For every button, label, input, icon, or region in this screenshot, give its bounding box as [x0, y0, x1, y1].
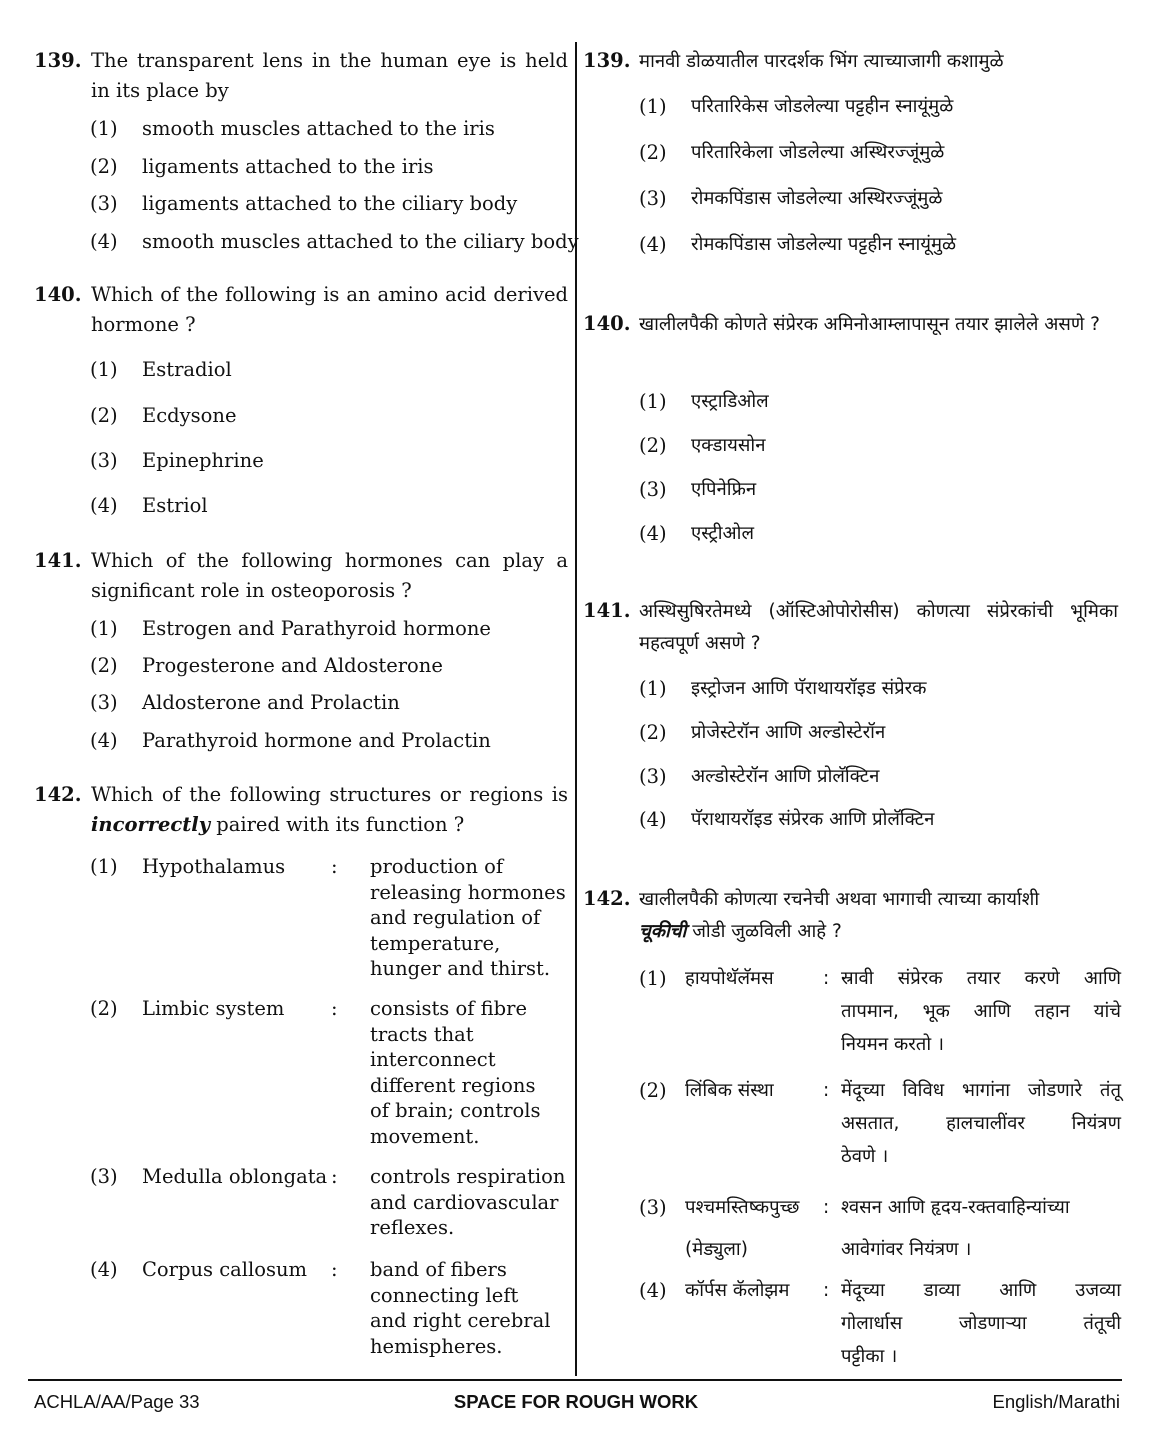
function-line: ठेवणे । — [841, 1146, 889, 1167]
function-text — [841, 1074, 1121, 1173]
function-text — [841, 962, 1121, 1061]
question-number: 139. — [34, 49, 82, 72]
function-text: consists of fibre tracts that interconnect different regions of brain; controls movement. — [370, 997, 541, 1148]
option-number: (1) — [90, 617, 118, 640]
separator: : — [331, 1258, 338, 1281]
question-text: The transparent lens in the human eye is held in its place by — [91, 49, 568, 102]
option-number: (3) — [639, 187, 667, 210]
option-label: एस्ट्राडिओल — [691, 391, 769, 412]
option-number: (2) — [639, 721, 667, 744]
option-label: Estrogen and Parathyroid hormone — [142, 617, 491, 640]
option-label: ligaments attached to the iris — [142, 155, 434, 178]
function-line: तापमान, भूक आणि तहान यांचे — [841, 1001, 1121, 1022]
option-label: Ecdysone — [142, 404, 237, 427]
option-label: एपिनेफ्रिन — [691, 479, 757, 500]
option-number: (4) — [90, 729, 118, 752]
structure-label: Medulla oblongata — [142, 1165, 328, 1188]
option-label: Estradiol — [142, 358, 232, 381]
option-number: (4) — [639, 808, 667, 831]
question-number: 139. — [583, 49, 631, 72]
function-text: controls respiration and cardiovascular reflexes. — [370, 1165, 566, 1239]
option-number: (1) — [639, 390, 667, 413]
question-141-mr — [583, 596, 1123, 836]
emphasis-word: चूकीची — [639, 921, 687, 942]
question-text — [91, 780, 568, 840]
option-number: (4) — [90, 1258, 118, 1281]
structure-label: कॉर्पस कॅलोझम — [685, 1280, 790, 1301]
option-number: (2) — [90, 404, 118, 427]
function-text: production of releasing hormones and regulation of temperature, hunger and thirst. — [370, 855, 566, 980]
option-number: (1) — [639, 95, 667, 118]
option-label: एस्ट्रीओल — [691, 523, 755, 544]
option-number: (3) — [90, 192, 118, 215]
question-142-mr — [583, 884, 1123, 1374]
structure-label: Hypothalamus — [142, 855, 286, 878]
structure-line: पश्चमस्तिष्कपुच्छ — [685, 1197, 800, 1218]
structure-label — [685, 1187, 830, 1271]
option-number: (2) — [639, 434, 667, 457]
option-number: (3) — [90, 691, 118, 714]
question-number: 142. — [34, 783, 82, 806]
option-label: एक्डायसोन — [691, 435, 766, 456]
option-number: (4) — [639, 1279, 667, 1302]
separator: : — [823, 1280, 830, 1301]
option-label: रोमकपिंडास जोडलेल्या अस्थिरज्जूंमुळे — [691, 188, 943, 209]
question-number: 142. — [583, 887, 631, 910]
question-139-mr — [583, 46, 1123, 276]
function-text — [841, 1274, 1121, 1373]
question-text: Which of the following hormones can play a significant role in osteoporosis ? — [91, 549, 568, 602]
question-text — [639, 884, 1118, 948]
option-label: Estriol — [142, 494, 208, 517]
question-number: 140. — [34, 283, 82, 306]
separator: : — [331, 855, 338, 878]
footer-rule — [28, 1379, 1122, 1381]
option-number: (3) — [639, 478, 667, 501]
question-number: 141. — [34, 549, 82, 572]
question-142-en — [34, 780, 574, 1370]
option-label: Progesterone and Aldosterone — [142, 654, 443, 677]
question-number: 140. — [583, 312, 631, 335]
page-code: ACHLA/AA/Page 33 — [34, 1391, 200, 1412]
option-label: पॅराथायरॉइड संप्रेरक आणि प्रोलॅक्टिन — [691, 809, 935, 830]
structure-label: लिंबिक संस्था — [685, 1080, 774, 1101]
option-number: (1) — [90, 117, 118, 140]
option-label: Epinephrine — [142, 449, 264, 472]
option-number: (3) — [90, 449, 118, 472]
function-line: स्रावी संप्रेरक तयार करणे आणि — [841, 968, 1121, 989]
question-140-en — [34, 280, 574, 530]
question-140-mr — [583, 309, 1123, 559]
option-number: (2) — [90, 654, 118, 677]
option-label: परितारिकेला जोडलेल्या अस्थिरज्जूंमुळे — [691, 142, 945, 163]
structure-label: Corpus callosum — [142, 1258, 308, 1281]
question-text: खालीलपैकी कोणते संप्रेरक अमिनोआम्लापासून तयार झालेले असणे ? — [639, 314, 1101, 335]
question-text-part: खालीलपैकी कोणत्या रचनेची अथवा भागाची त्याच्या कार्याशी — [639, 889, 1040, 910]
option-number: (4) — [639, 522, 667, 545]
option-number: (1) — [90, 855, 118, 878]
option-label: Parathyroid hormone and Prolactin — [142, 729, 491, 752]
question-139-en — [34, 46, 579, 266]
function-line: श्वसन आणि हृदय-रक्तवाहिन्यांच्या — [841, 1197, 1070, 1218]
structure-line: (मेड्युला) — [685, 1239, 748, 1260]
separator: : — [823, 968, 830, 989]
question-text-part: paired with its function ? — [216, 813, 465, 836]
option-label: इस्ट्रोजन आणि पॅराथायरॉइड संप्रेरक — [691, 678, 927, 699]
separator: : — [331, 1165, 338, 1188]
function-text: band of fibers connecting left and right cerebral hemispheres. — [370, 1258, 551, 1358]
function-line: मेंदूच्या विविध भागांना जोडणारे तंतू — [841, 1080, 1121, 1101]
option-number: (1) — [639, 967, 667, 990]
option-number: (2) — [90, 155, 118, 178]
question-text: मानवी डोळयातील पारदर्शक भिंग त्याच्याजागी कशामुळे — [639, 51, 1004, 72]
structure-label: हायपोथॅलॅमस — [685, 968, 774, 989]
question-number: 141. — [583, 599, 631, 622]
option-label: Aldosterone and Prolactin — [142, 691, 400, 714]
option-number: (1) — [90, 358, 118, 381]
option-number: (3) — [90, 1165, 118, 1188]
option-number: (2) — [639, 141, 667, 164]
question-text-part: Which of the following structures or regions is — [91, 783, 568, 806]
option-label: प्रोजेस्टेरॉन आणि अल्डोस्टेरॉन — [691, 722, 886, 743]
separator: : — [331, 997, 338, 1020]
function-line: नियमन करतो । — [841, 1034, 945, 1055]
function-line: मेंदूच्या डाव्या आणि उजव्या — [841, 1280, 1121, 1301]
option-number: (3) — [639, 765, 667, 788]
separator: : — [823, 1080, 830, 1101]
language-label: English/Marathi — [992, 1391, 1120, 1412]
separator: : — [823, 1197, 830, 1218]
structure-label: Limbic system — [142, 997, 285, 1020]
rough-work-label: SPACE FOR ROUGH WORK — [453, 1391, 699, 1412]
function-text — [841, 1187, 1121, 1271]
option-label: smooth muscles attached to the ciliary body — [142, 230, 579, 253]
option-number: (2) — [639, 1079, 667, 1102]
option-number: (1) — [639, 677, 667, 700]
emphasis-word: incorrectly — [91, 813, 211, 836]
option-label: परितारिकेस जोडलेल्या पट्टहीन स्नायूंमुळे — [691, 96, 954, 117]
question-text: अस्थिसुषिरतेमध्ये (ऑस्टिओपोरोसीस) कोणत्या संप्रेरकांची भूमिका महत्वपूर्ण असणे ? — [639, 601, 1118, 654]
question-text-part: जोडी जुळविली आहे ? — [692, 921, 842, 942]
function-line: असतात, हालचालींवर नियंत्रण — [841, 1113, 1121, 1134]
option-number: (4) — [90, 230, 118, 253]
option-number: (4) — [90, 494, 118, 517]
function-line: पट्टीका । — [841, 1346, 898, 1367]
function-line: गोलार्धास जोडणाऱ्या तंतूची — [841, 1313, 1121, 1334]
option-number: (3) — [639, 1196, 667, 1219]
option-label: रोमकपिंडास जोडलेल्या पट्टहीन स्नायूंमुळे — [691, 234, 957, 255]
question-141-en — [34, 546, 574, 766]
function-line: आवेगांवर नियंत्रण । — [841, 1239, 972, 1260]
option-number: (2) — [90, 997, 118, 1020]
question-text: Which of the following is an amino acid derived hormone ? — [91, 283, 568, 336]
option-number: (4) — [639, 233, 667, 256]
option-label: smooth muscles attached to the iris — [142, 117, 495, 140]
option-label: ligaments attached to the ciliary body — [142, 192, 518, 215]
option-label: अल्डोस्टेरॉन आणि प्रोलॅक्टिन — [691, 766, 880, 787]
